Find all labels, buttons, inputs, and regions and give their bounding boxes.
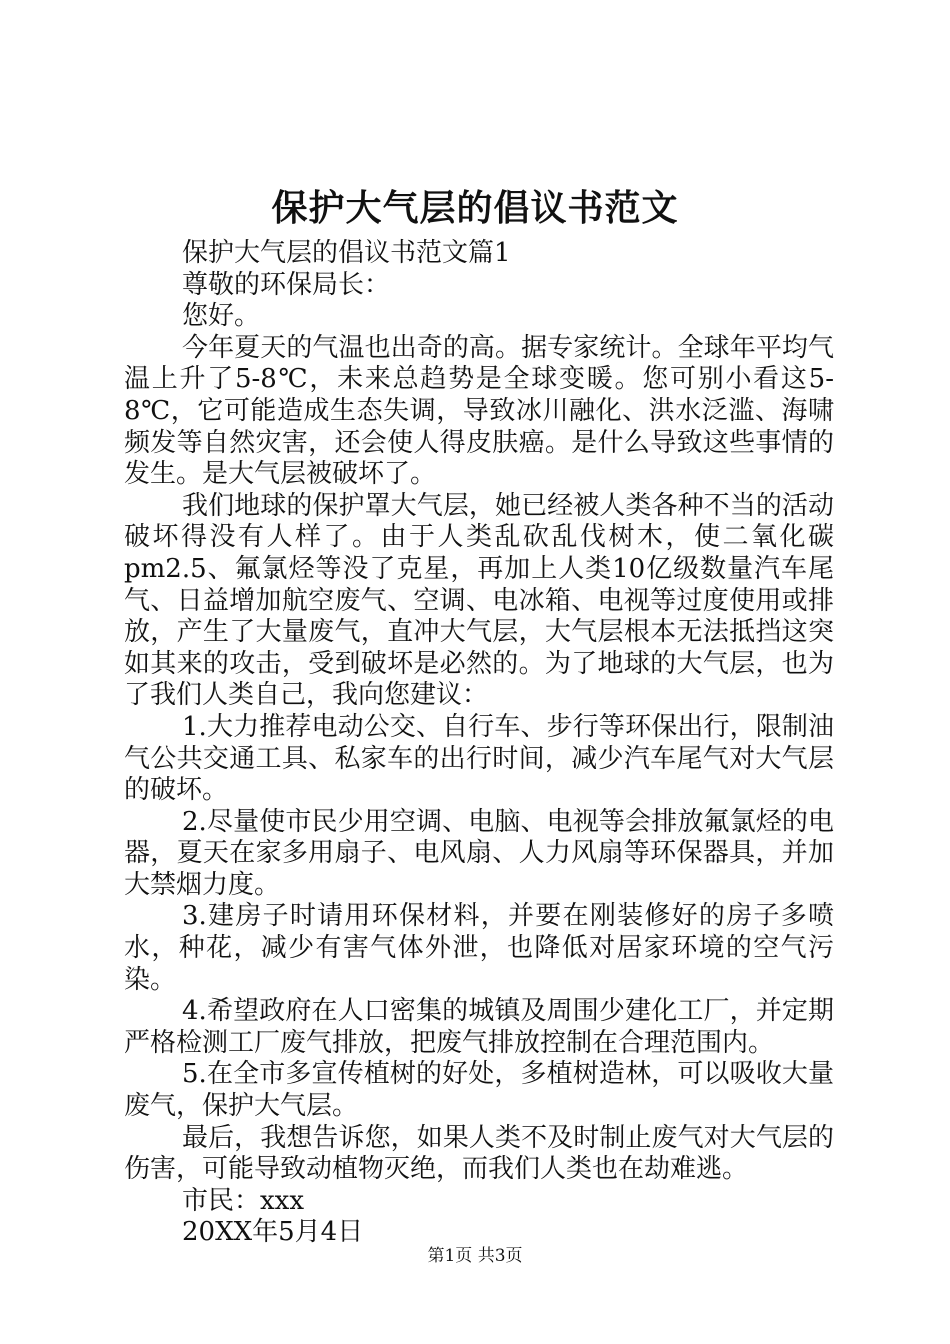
salutation: 尊敬的环保局长：	[182, 269, 391, 300]
suggestion-1: 1.大力推荐电动公交、自行车、步行等环保出行，限制油气公共交通工具、私家车的出行时间，减少汽车尾气对大气层的破坏。	[124, 711, 834, 806]
signature: 市民：xxx	[182, 1185, 304, 1216]
section-heading: 保护大气层的倡议书范文篇1	[182, 238, 511, 268]
document-title: 保护大气层的倡议书范文	[271, 187, 679, 229]
paragraph-atmosphere: 我们地球的保护罩大气层，她已经被人类各种不当的活动破坏得没有人样了。由于人类乱砍乱伐树木，使二氧化碳pm2.5、氟氯烃等没了克星，再加上人类10亿级数量汽车尾气、日益增加航空废气、空调、电冰箱、电视等过度使用或排放，产生了大量废气，直冲大气层，大气层根本无法抵挡这突如其来的攻击，受到破坏是必然的。为了地球的大气层，也为了我们人类自己，我向您建议：	[124, 490, 834, 711]
page-footer: 第1页 共3页	[427, 1246, 523, 1266]
document-body	[124, 238, 834, 1249]
suggestion-5: 5.在全市多宣传植树的好处，多植树造林，可以吸收大量废气，保护大气层。	[124, 1059, 834, 1122]
greeting: 您好。	[182, 301, 261, 332]
paragraph-temperature: 今年夏天的气温也出奇的高。据专家统计。全球年平均气温上升了5-8℃，未来总趋势是全球变暖。您可别小看这5-8℃，它可能造成生态失调，导致冰川融化、洪水泛滥、海啸频发等自然灾害，还会使人得皮肤癌。是什么导致这些事情的发生。是大气层被破坏了。	[124, 332, 834, 490]
suggestion-2: 2.尽量使市民少用空调、电脑、电视等会排放氟氯烃的电器，夏天在家多用扇子、电风扇、人力风扇等环保器具，并加大禁烟力度。	[124, 806, 834, 900]
date: 20XX年5月4日	[182, 1217, 364, 1248]
suggestion-3: 3.建房子时请用环保材料，并要在刚装修好的房子多喷水，种花，减少有害气体外泄，也降低对居家环境的空气污染。	[124, 901, 834, 995]
suggestion-4: 4.希望政府在人口密集的城镇及周围少建化工厂，并定期严格检测工厂废气排放，把废气排放控制在合理范围内。	[124, 996, 834, 1058]
closing-paragraph: 最后，我想告诉您，如果人类不及时制止废气对大气层的伤害，可能导致动植物灭绝，而我们人类也在劫难逃。	[124, 1122, 834, 1185]
